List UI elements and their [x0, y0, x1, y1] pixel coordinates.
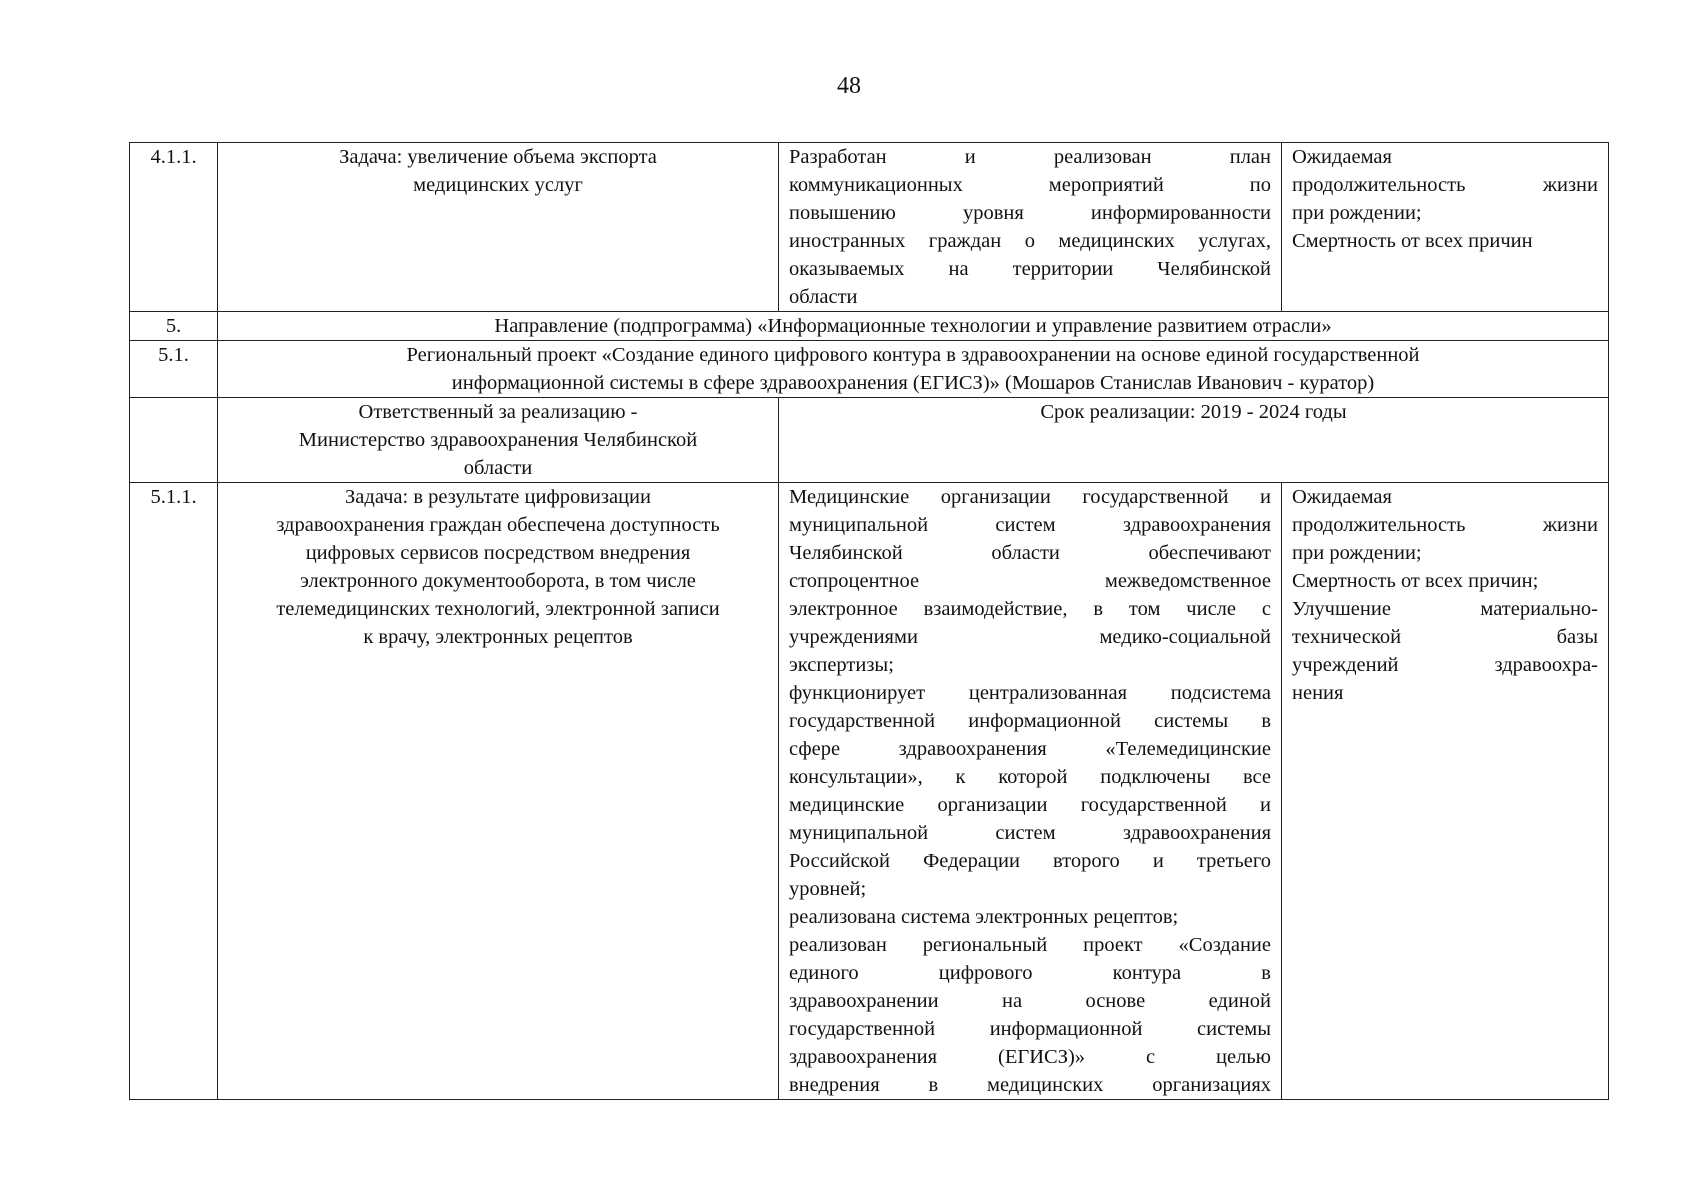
result-line: сфере здравоохранения «Телемедицинские: [789, 738, 1271, 760]
task-cell: [218, 483, 779, 1100]
task-line: Задача: увеличение объема экспорта: [339, 146, 657, 168]
indicator-line: технической базы: [1292, 626, 1598, 648]
indicator-line: Смертность от всех причин: [1292, 230, 1533, 252]
result-line: учреждениями медико-социальной: [789, 626, 1271, 648]
direction-title: Направление (подпрограмма) «Информационные технологии и управление развитием отрасли»: [218, 312, 1609, 341]
task-line: здравоохранения граждан обеспечена доступность: [276, 514, 720, 536]
indicator-line: Улучшение материально-: [1292, 598, 1598, 620]
row-number: 4.1.1.: [130, 143, 218, 312]
responsible-line: Ответственный за реализацию -: [358, 401, 638, 423]
result-cell: [779, 483, 1282, 1100]
result-line: уровней;: [789, 878, 867, 900]
indicator-cell: [1282, 143, 1609, 312]
page-number: 48: [837, 73, 861, 99]
task-line: медицинских услуг: [413, 174, 583, 196]
implementation-term: Срок реализации: 2019 - 2024 годы: [779, 398, 1609, 483]
result-line: государственной информационной системы в: [789, 710, 1271, 732]
result-line: реализован региональный проект «Создание: [789, 934, 1271, 956]
task-line: цифровых сервисов посредством внедрения: [305, 542, 691, 564]
result-line: реализована система электронных рецептов;: [789, 906, 1179, 928]
project-line: Региональный проект «Создание единого цифрового контура в здравоохранении на основе единой государственной: [406, 344, 1420, 366]
row-number: [130, 398, 218, 483]
responsible-line: Министерство здравоохранения Челябинской: [298, 429, 698, 451]
indicator-line: при рождении;: [1292, 202, 1422, 224]
result-line: Российской Федерации второго и третьего: [789, 850, 1271, 872]
row-number: 5.1.: [130, 341, 218, 398]
result-line: стопроцентное межведомственное: [789, 570, 1271, 592]
result-line: внедрения в медицинских организациях: [789, 1074, 1271, 1096]
table-row-5-1: [130, 341, 1609, 398]
result-line: Челябинской области обеспечивают: [789, 542, 1271, 564]
result-line: функционирует централизованная подсистема: [789, 682, 1271, 704]
result-line: муниципальной систем здравоохранения: [789, 822, 1271, 844]
indicator-line: Смертность от всех причин;: [1292, 570, 1539, 592]
task-line: телемедицинских технологий, электронной записи: [276, 598, 720, 620]
row-number: 5.: [130, 312, 218, 341]
task-cell: [218, 143, 779, 312]
result-line: государственной информационной системы: [789, 1018, 1271, 1040]
result-line: области: [789, 286, 858, 308]
result-line: электронное взаимодействие, в том числе с: [789, 598, 1271, 620]
task-line: электронного документооборота, в том числе: [300, 570, 696, 592]
result-line: здравоохранения (ЕГИСЗ)» с целью: [789, 1046, 1271, 1068]
task-line: к врачу, электронных рецептов: [363, 626, 633, 648]
result-line: муниципальной систем здравоохранения: [789, 514, 1271, 536]
indicator-line: учреждений здравоохра-: [1292, 654, 1598, 676]
indicator-line: продолжительность жизни: [1292, 514, 1598, 536]
result-line: иностранных граждан о медицинских услугах,: [789, 230, 1271, 252]
row-number: 5.1.1.: [130, 483, 218, 1100]
result-line: Разработан и реализован план: [789, 146, 1271, 168]
indicator-line: при рождении;: [1292, 542, 1422, 564]
result-line: повышению уровня информированности: [789, 202, 1271, 224]
table-row-4-1-1: [130, 143, 1609, 312]
indicator-cell: [1282, 483, 1609, 1100]
table-row-5-1-1: [130, 483, 1609, 1100]
table-row-5: [130, 312, 1609, 341]
result-line: консультации», к которой подключены все: [789, 766, 1271, 788]
result-line: оказываемых на территории Челябинской: [789, 258, 1271, 280]
result-line: Медицинские организации государственной и: [789, 486, 1271, 508]
result-line: единого цифрового контура в: [789, 962, 1271, 984]
regional-project-title: [218, 341, 1609, 398]
responsible-cell: [218, 398, 779, 483]
indicator-line: продолжительность жизни: [1292, 174, 1598, 196]
indicator-line: нения: [1292, 682, 1344, 704]
indicator-line: Ожидаемая: [1292, 146, 1392, 168]
result-cell: [779, 143, 1282, 312]
result-line: здравоохранении на основе единой: [789, 990, 1271, 1012]
indicator-line: Ожидаемая: [1292, 486, 1392, 508]
result-line: коммуникационных мероприятий по: [789, 174, 1271, 196]
result-line: экспертизы;: [789, 654, 894, 676]
result-line: медицинские организации государственной и: [789, 794, 1271, 816]
project-line: информационной системы в сфере здравоохранения (ЕГИСЗ)» (Мошаров Станислав Иванович - куратор): [451, 372, 1375, 394]
task-line: Задача: в результате цифровизации: [345, 486, 651, 508]
responsible-line: области: [463, 457, 533, 479]
table-row-responsible: [130, 398, 1609, 483]
program-table: [129, 142, 1609, 1100]
